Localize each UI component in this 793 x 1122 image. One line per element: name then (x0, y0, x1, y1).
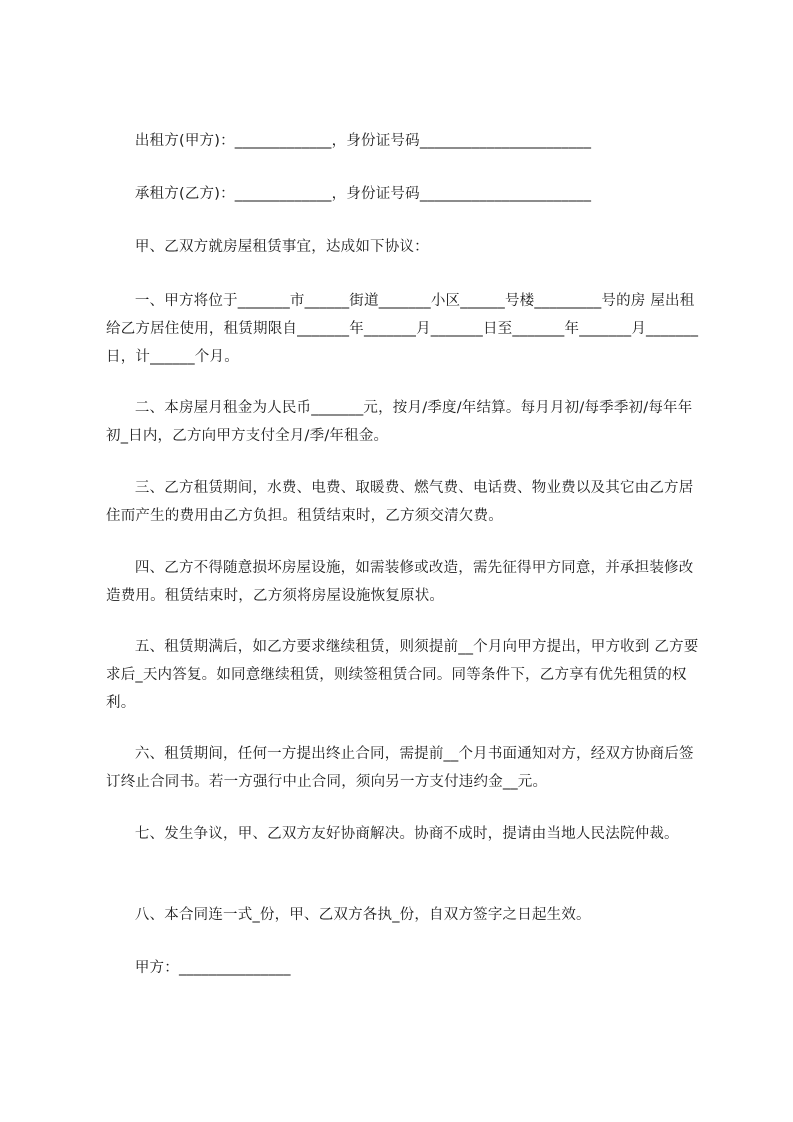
agreement-intro: 甲、乙双方就房屋租赁事宜，达成如下协议： (106, 239, 429, 255)
party-a-signature-line: 甲方：_______________ (106, 960, 291, 976)
clause-7-dispute: 七、发生争议，甲、乙双方友好协商解决。协商不成时，提请由当地人民法院仲裁。 (106, 826, 679, 842)
clause-6-termination: 六、租赁期间，任何一方提出终止合同，需提前__个月书面通知对方，经双方协商后签订终止合同书。若一方强行中止合同，须向另一方支付违约金__元。 (106, 746, 694, 790)
clause-4-renovation: 四、乙方不得随意损坏房屋设施，如需装修或改造，需先征得甲方同意，并承担装修改造费用。租赁结束时，乙方须将房屋设施恢复原状。 (106, 560, 694, 604)
clause-3-utilities: 三、乙方租赁期间，水费、电费、取暖费、燃气费、电话费、物业费以及其它由乙方居住而产生的费用由乙方负担。租赁结束时，乙方须交清欠费。 (106, 480, 694, 524)
clause-2-rent: 二、本房屋月租金为人民币_______元，按月/季度/年结算。每月月初/每季季初/每年年初_日内，乙方向甲方支付全月/季/年租金。 (106, 400, 693, 444)
lessee-line: 承租方(乙方)：_____________，身份证号码_______________________ (106, 186, 592, 202)
lessor-line: 出租方(甲方)：_____________，身份证号码_______________________ (106, 133, 592, 149)
clause-1-location-term: 一、甲方将位于_______市______街道_______小区______号楼_________号的房 屋出租给乙方居住使用，租赁期限自_______年_______月_______日至_______年_______月_______日，计______个月。 (106, 293, 699, 365)
clause-5-renewal: 五、租赁期满后，如乙方要求继续租赁，则须提前__个月向甲方提出，甲方收到 乙方要求后_天内答复。如同意继续租赁，则续签租赁合同。同等条件下，乙方享有优先租赁的权利。 (106, 639, 699, 711)
clause-8-copies: 八、本合同连一式_份，甲、乙双方各执_份，自双方签字之日起生效。 (106, 907, 591, 923)
